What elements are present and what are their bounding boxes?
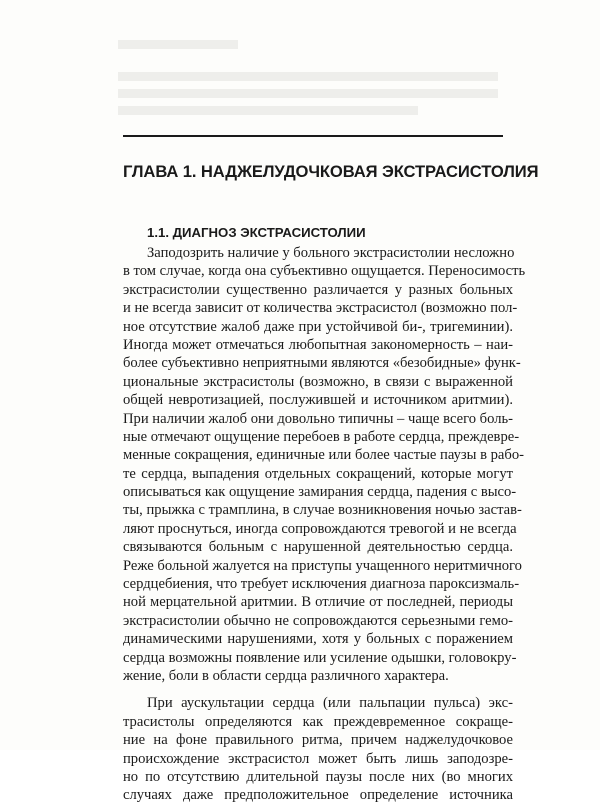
bleed-through-mark <box>118 106 418 115</box>
text-line: Реже больной жалуется на приступы учащенного неритмичного <box>123 557 522 574</box>
section-title: 1.1. ДИАГНОЗ ЭКСТРАСИСТОЛИИ <box>147 225 366 240</box>
body-text <box>123 244 526 805</box>
bleed-through-mark <box>118 72 498 81</box>
text-line: сердца возможны появление или усиление одышки, головокру- <box>123 649 517 666</box>
text-line: случаях даже предположительное определение источника <box>123 787 513 804</box>
text-line: ное отсутствие жалоб даже при устойчивой би-, тригеминии). <box>123 318 513 335</box>
text-line: Иногда может отмечаться любопытная закономерность – наи- <box>123 336 513 353</box>
chapter-divider-rule <box>123 135 503 137</box>
text-line: общей невротизацией, послужившей и источником аритмии). <box>123 392 513 409</box>
text-line: и не всегда зависит от количества экстрасистол (возможно пол- <box>123 300 518 317</box>
bleed-through-mark <box>118 89 498 98</box>
text-line: экстрасистолии существенно различается у разных больных <box>123 281 513 298</box>
text-line: экстрасистолии обычно не сопровождаются серьезными гемо- <box>123 612 513 629</box>
text-line: ние на фоне правильного ритма, причем наджелудочковое <box>123 732 513 749</box>
text-line: Заподозрить наличие у больного экстрасистолии несложно <box>147 245 515 261</box>
text-line: сердцебиения, что требует исключения диагноза пароксизмаль- <box>123 576 520 593</box>
text-line: но по отсутствию длительной паузы после них (во многих <box>123 768 513 785</box>
text-line: менные сокращения, единичные или более частые паузы в рабо- <box>123 447 524 464</box>
paragraph-gap <box>123 685 513 694</box>
text-line: жение, боли в области сердца различного характера. <box>123 667 449 684</box>
chapter-title: ГЛАВА 1. НАДЖЕЛУДОЧКОВАЯ ЭКСТРАСИСТОЛИЯ <box>123 162 539 181</box>
text-line: ной мерцательной аритмии. В отличие от последней, периоды <box>123 594 513 611</box>
text-line: динамическими нарушениями, хотя у больных с поражением <box>123 631 513 648</box>
text-line: в том случае, когда она субъективно ощущается. Переносимость <box>123 263 526 280</box>
text-line: более субъективно неприятными являются «безобидные» функ- <box>123 355 521 372</box>
text-line: происхождение экстрасистол может быть лишь заподозре- <box>123 750 513 767</box>
text-line: При наличии жалоб они довольно типичны – чаще всего боль- <box>123 410 513 427</box>
bleed-through-mark <box>118 40 238 49</box>
text-line: При аускультации сердца (или пальпации пульса) экс- <box>147 695 513 712</box>
text-line: ные отмечают ощущение перебоев в работе сердца, преждевре- <box>123 428 520 445</box>
text-line: ляют проснуться, иногда сопровождаются тревогой и не всегда <box>123 520 517 537</box>
text-line: ты, прыжка с трамплина, в случае возникновения ночью застав- <box>123 502 522 519</box>
text-line: циональные экстрасистолы (возможно, в связи с выраженной <box>123 373 513 390</box>
text-line: связываются больным с нарушенной деятельностью сердца. <box>123 539 513 556</box>
text-line: описываться как ощущение замирания сердца, падения с высо- <box>123 484 517 501</box>
paragraph-1 <box>123 244 526 685</box>
text-line: трасистолы определяются как преждевременное сокраще- <box>123 713 513 730</box>
text-line: те сердца, выпадения отдельных сокращений, которые могут <box>123 465 513 482</box>
